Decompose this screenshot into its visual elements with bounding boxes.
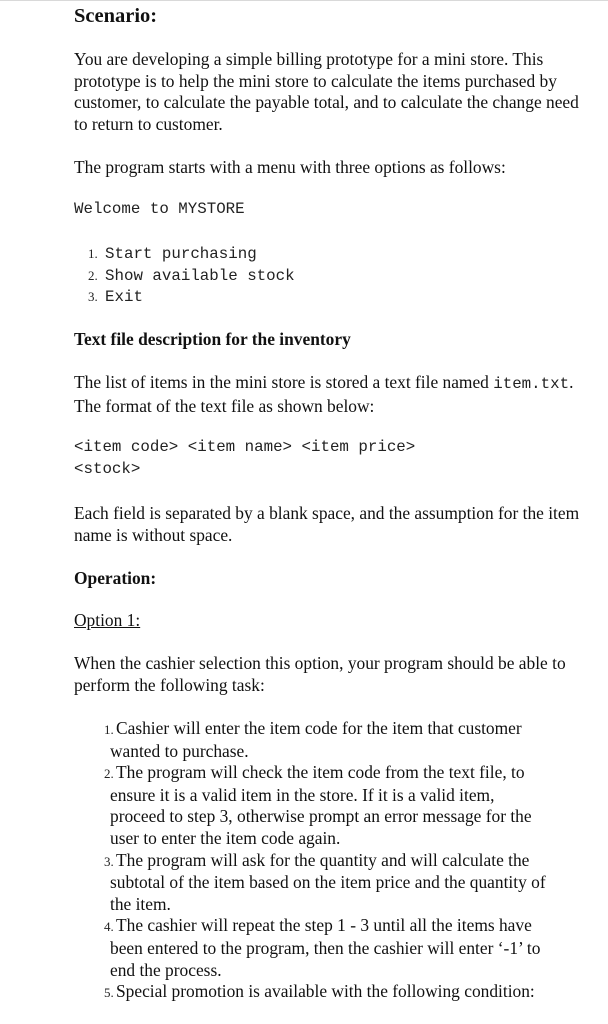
- task-item: 4. The cashier will repeat the step 1 - 3 until all the items have been entered to the program, then the cashier will enter ‘-1’ to end the process.: [104, 915, 541, 980]
- task-list: [88, 718, 548, 1004]
- filename: item.txt: [493, 375, 570, 393]
- task-item: 5. Special promotion is available with the following condition:: [104, 981, 535, 1002]
- scenario-paragraph: You are developing a simple billing prototype for a mini store. This prototype is to help the mini store to calculate the items purchased by customer, to calculate the payable total, and to calculate the change need to return to customer.: [74, 49, 579, 134]
- format-line-2: <stock>: [74, 460, 141, 478]
- menu-options-list: [88, 243, 295, 308]
- task-item: 3. The program will ask for the quantity and will calculate the subtotal of the item based on the item price and the quantity of the item.: [104, 849, 546, 914]
- menu-option: 1. Start purchasing: [88, 245, 257, 263]
- menu-option: 3. Exit: [88, 288, 143, 307]
- menu-option: 2. Show available stock: [88, 266, 295, 285]
- menu-intro: The program starts with a menu with three options as follows:: [74, 157, 506, 177]
- welcome-line: Welcome to MYSTORE: [74, 200, 245, 218]
- option-intro: When the cashier selection this option, your program should be able to perform the following task:: [74, 653, 566, 695]
- task-item: 2. The program will check the item code from the text file, to ensure it is a valid item in the store. If it is a valid item, proceed to step 3, otherwise prompt an error message for the user to enter the item code again.: [104, 762, 532, 848]
- field-note: Each field is separated by a blank space, and the assumption for the item name is without space.: [74, 503, 580, 545]
- scenario-heading: Scenario:: [74, 5, 158, 27]
- option-label: Option 1:: [74, 610, 141, 630]
- text-file-paragraph: The list of items in the mini store is stored a text file named item.txt. The format of the text file as shown below:: [74, 372, 574, 416]
- task-item: 1. Cashier will enter the item code for the item that customer wanted to purchase.: [104, 718, 522, 761]
- text-file-heading: Text file description for the inventory: [74, 329, 351, 349]
- format-line-1: <item code> <item name> <item price>: [74, 438, 416, 456]
- operation-heading: Operation:: [74, 568, 157, 588]
- top-divider: [0, 0, 608, 1]
